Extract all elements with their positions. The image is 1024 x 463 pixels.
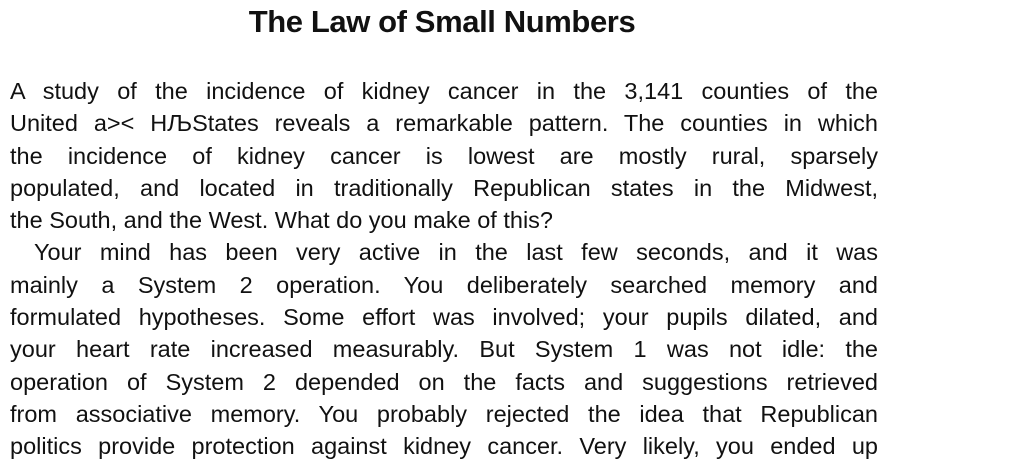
paragraph-1 [10, 75, 878, 236]
text-line: formulated hypotheses. Some effort was involved; your pupils dilated, and [10, 304, 878, 331]
paragraph-2 [10, 236, 878, 462]
text-line: your heart rate increased measurably. But System 1 was not idle: the [10, 336, 878, 363]
text-line: Your mind has been very active in the last few seconds, and it was [34, 239, 878, 266]
text-line: politics provide protection against kidney cancer. Very likely, you ended up [10, 433, 878, 460]
text-line: mainly a System 2 operation. You deliberately searched memory and [10, 271, 878, 298]
text-line: A study of the incidence of kidney cancer in the 3,141 counties of the [10, 78, 878, 104]
page-title: The Law of Small Numbers [248, 4, 636, 39]
text-line: the South, and the West. What do you make of this? [10, 207, 553, 234]
text-line: operation of System 2 depended on the facts and suggestions retrieved [10, 368, 878, 395]
text-line: from associative memory. You probably rejected the idea that Republican [10, 400, 878, 427]
text-line: United a>< НЉStates reveals a remarkable pattern. The counties in which [10, 110, 878, 137]
body-text [10, 75, 878, 463]
text-line: the incidence of kidney cancer is lowest are mostly rural, sparsely [10, 142, 878, 169]
text-line: populated, and located in traditionally Republican states in the Midwest, [10, 174, 878, 201]
